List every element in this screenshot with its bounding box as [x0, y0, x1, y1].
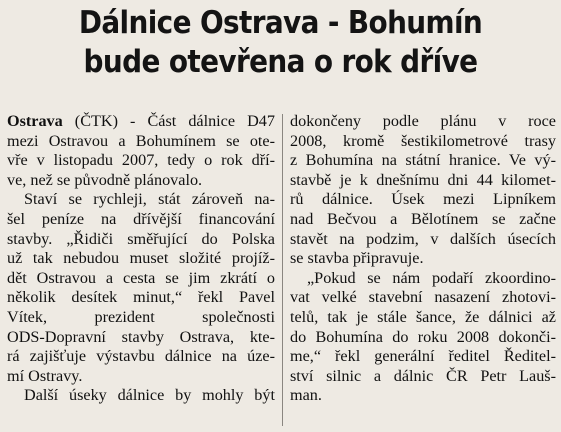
text-line: stavět na podzim, v dalších úsecích [290, 229, 556, 248]
text-line: několik desítek minut,“ řekl Pavel [7, 288, 275, 307]
text-line: do Bohumína do roku 2008 dokonči- [290, 327, 556, 346]
text-line: dokončeny podle plánu v roce [290, 112, 556, 130]
text-line: z Bohumína na státní hranice. Ve vý- [290, 151, 556, 170]
text-line: Vítek, prezident společnosti [7, 307, 275, 326]
text-line: ství silnic a dálnic ČR Petr Lauš- [290, 366, 556, 385]
headline-line-1: Dálnice Ostrava - Bohumín [78, 5, 483, 41]
text-line [7, 112, 275, 132]
text-line: telů, tak je stále šance, že dálnici až [290, 307, 556, 326]
text-line: vře v listopadu 2007, tedy o rok dří- [7, 151, 275, 170]
text-line: stavbě je k dnešnímu dni 44 kilomet- [290, 170, 556, 189]
dateline: Ostrava [7, 112, 63, 130]
text-line: Další úseky dálnice by mohly být [24, 386, 275, 405]
text-line: Staví se rychleji, stát zároveň na- [24, 190, 275, 209]
text-line: rá zajišťuje výstavbu dálnice na úze- [7, 347, 275, 366]
text-line: mí Ostravy. [7, 366, 83, 385]
text-line: nad Bečvou a Bělotínem se začne [290, 209, 556, 228]
text-line: vat velké stavební nasazení zhotovi- [290, 288, 556, 307]
lead-text: (ČTK) - Část dálnice D47 [62, 112, 275, 130]
text-line: „Pokud se nám podaří zkoordino- [307, 268, 556, 287]
text-line: rů dálnice. Úsek mezi Lipníkem [290, 190, 556, 209]
article-column-right [290, 112, 556, 406]
column-divider [282, 114, 283, 426]
article-column-left [7, 112, 275, 406]
text-line: šel peníze na dřívější financování [7, 209, 275, 228]
text-line: ODS-Dopravní stavby Ostrava, kte- [7, 327, 275, 346]
headline [28, 4, 533, 82]
text-line: se stavba připravuje. [290, 249, 424, 268]
text-line: už tak nebudou muset složité projíž- [7, 249, 275, 268]
headline-line-2: bude otevřena o rok dříve [83, 44, 478, 80]
text-line: mezi Ostravou a Bohumínem se ote- [7, 131, 275, 150]
text-line: me,“ řekl generální ředitel Ředitel- [290, 347, 556, 366]
text-line: stavby. „Řidiči směřující do Polska [7, 229, 275, 248]
text-line: ve, než se původně plánovalo. [7, 170, 203, 189]
text-line: dět Ostravou a cesta se jim zkrátí o [7, 268, 275, 287]
text-line: man. [290, 386, 322, 405]
text-line: 2008, kromě šestikilometrové trasy [290, 131, 556, 150]
